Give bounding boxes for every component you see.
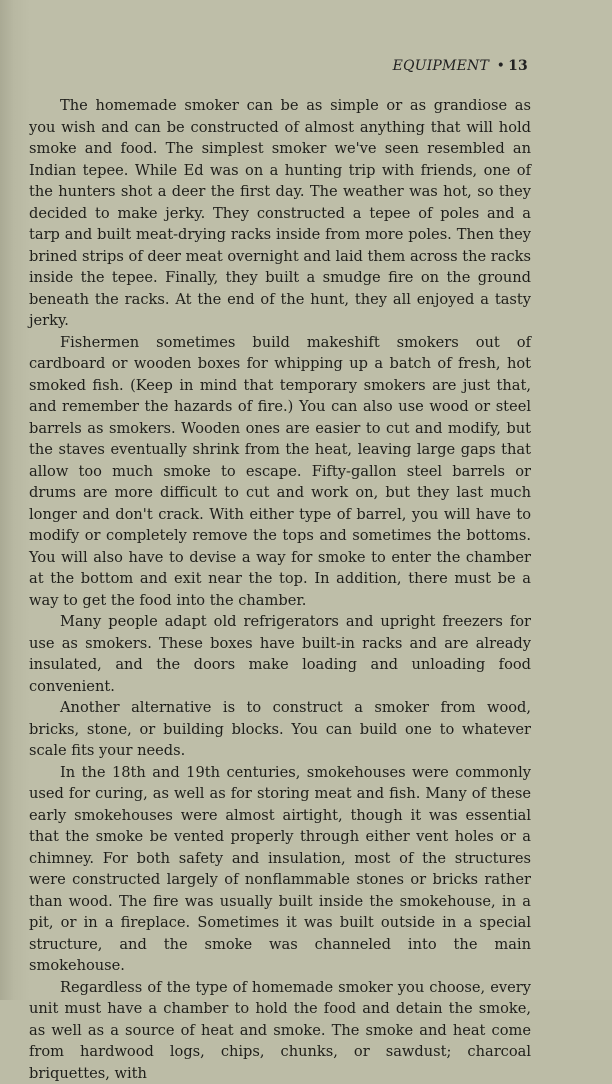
- running-head: [393, 58, 528, 74]
- body-text: [29, 95, 531, 1084]
- page-number: 13: [508, 58, 528, 74]
- running-head-bullet: •: [497, 58, 505, 74]
- paragraph-makeshift-smokers: Fishermen sometimes build makeshift smokers out of cardboard or wooden boxes for whipping up a batch of fresh, hot smoked fish. (Keep in mind that temporary smokers are just that, and remember the hazards of fire.) You can also use wood or steel barrels as smokers. Wooden ones are easier to cut and modify, but the staves eventually shrink from the heat, leaving large gaps that allow too much smoke to escape. Fifty-gallon steel barrels or drums are more difficult to cut and work on, but they last much longer and don't crack. With either type of barrel, you will have to modify or completely remove the tops and sometimes the bottoms. You will also have to devise a way for smoke to enter the chamber at the bottom and exit near the top. In addition, there must be a way to get the food into the chamber.: [29, 332, 531, 612]
- paragraph-requirements: Regardless of the type of homemade smoker you choose, every unit must have a chamber to hold the food and detain the smoke, as well as a source of heat and smoke. The smoke and heat come from hardwood logs, chips, chunks, or sawdust; charcoal briquettes, with: [29, 977, 531, 1084]
- running-head-section: EQUIPMENT: [393, 58, 489, 74]
- paragraph-smokehouses-history: In the 18th and 19th centuries, smokehouses were commonly used for curing, as well as for storing meat and fish. Many of these early smokehouses were almost airtight, though it was essential that the smoke be vented properly through either vent holes or a chimney. For both safety and insulation, most of the structures were constructed largely of nonflammable stones or bricks rather than wood. The fire was usually built inside the smokehouse, in a pit, or in a fireplace. Sometimes it was built outside in a special structure, and the smoke was channeled into the main smokehouse.: [29, 762, 531, 977]
- paragraph-construct-smoker: Another alternative is to construct a smoker from wood, bricks, stone, or building blocks. You can build one to whatever scale fits your needs.: [29, 697, 531, 762]
- paragraph-refrigerators: Many people adapt old refrigerators and upright freezers for use as smokers. These boxes have built-in racks and are already insulated, and the doors make loading and unloading food convenient.: [29, 611, 531, 697]
- paragraph-homemade-smoker: The homemade smoker can be as simple or as grandiose as you wish and can be constructed of almost anything that will hold smoke and food. The simplest smoker we've seen resembled an Indian tepee. While Ed was on a hunting trip with friends, one of the hunters shot a deer the first day. The weather was hot, so they decided to make jerky. They constructed a tepee of poles and a tarp and built meat-drying racks inside from more poles. Then they brined strips of deer meat overnight and laid them across the racks inside the tepee. Finally, they built a smudge fire on the ground beneath the racks. At the end of the hunt, they all enjoyed a tasty jerky.: [29, 95, 531, 332]
